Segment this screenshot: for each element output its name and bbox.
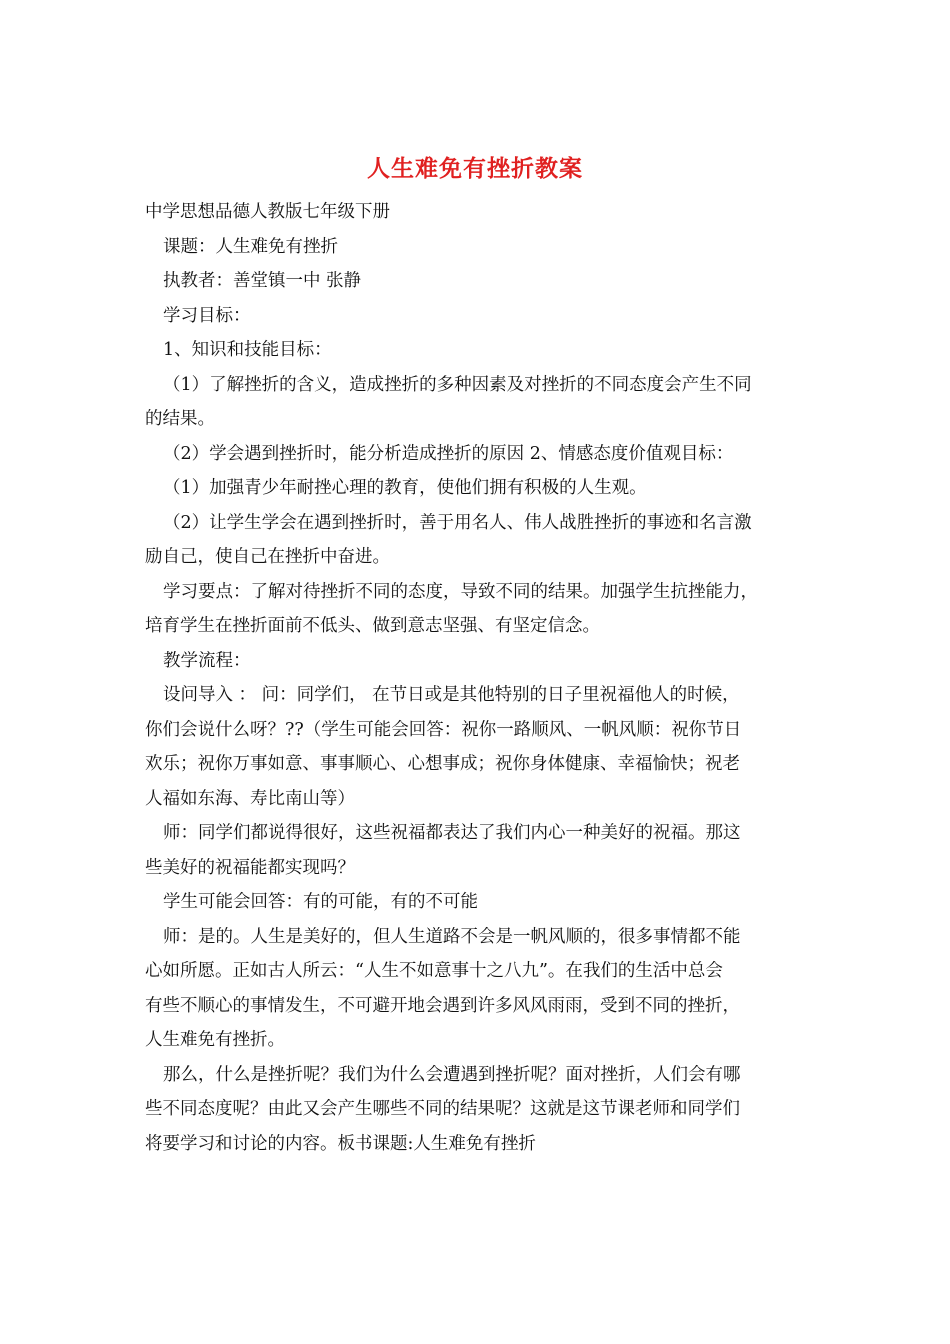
document-title: 人生难免有挫折教案 — [367, 155, 583, 182]
text-line: 的结果。 — [145, 409, 215, 429]
text-line: 励自己，使自己在挫折中奋进。 — [145, 547, 390, 567]
text-line: 欢乐；祝你万事如意、事事顺心、心想事成；祝你身体健康、幸福愉快；祝老 — [145, 754, 740, 774]
text-line: 学习目标： — [163, 305, 251, 326]
text-line: 师：同学们都说得很好，这些祝福都表达了我们内心一种美好的祝福。那这 — [163, 823, 741, 843]
text-line: 教学流程： — [163, 650, 251, 671]
document-body — [145, 195, 810, 1161]
text-line: 有些不顺心的事情发生，不可避开地会遇到许多风风雨雨，受到不同的挫折， — [145, 995, 740, 1016]
text-line: 课题：人生难免有挫折 — [163, 236, 338, 257]
text-line: （1）了解挫折的含义，造成挫折的多种因素及对挫折的不同态度会产生不同 — [163, 374, 752, 395]
text-line: （2）学会遇到挫折时，能分析造成挫折的原因 2、情感态度价值观目标： — [163, 443, 734, 464]
text-line: 学生可能会回答：有的可能，有的不可能 — [163, 892, 478, 912]
text-line: （2）让学生学会在遇到挫折时，善于用名人、伟人战胜挫折的事迹和名言激 — [163, 512, 752, 533]
text-line: 人福如东海、寿比南山等） — [145, 788, 355, 809]
text-line: 人生难免有挫折。 — [145, 1030, 285, 1050]
text-line: 师：是的。人生是美好的，但人生道路不会是一帆风顺的，很多事情都不能 — [163, 926, 741, 947]
text-line: （1）加强青少年耐挫心理的教育，使他们拥有积极的人生观。 — [163, 478, 647, 498]
text-line: 执教者：善堂镇一中 张静 — [163, 271, 362, 291]
text-line: 些美好的祝福能都实现吗？ — [145, 857, 355, 878]
text-line: 你们会说什么呀？??（学生可能会回答：祝你一路顺风、一帆风顺：祝你节日 — [145, 719, 742, 740]
text-line: 1、知识和技能目标： — [163, 340, 332, 360]
text-line: 心如所愿。正如古人所云：“人生不如意事十之八九”。在我们的生活中总会 — [145, 961, 723, 981]
text-line: 学习要点：了解对待挫折不同的态度，导致不同的结果。加强学生抗挫能力， — [163, 581, 758, 602]
text-line: 将要学习和讨论的内容。板书课题:人生难免有挫折 — [145, 1133, 536, 1154]
text-line: 设问导入 ： 问：同学们， 在节日或是其他特别的日子里祝福他人的时候， — [163, 685, 740, 705]
text-line: 中学思想品德人教版七年级下册 — [145, 202, 390, 222]
text-line: 些不同态度呢？由此又会产生哪些不同的结果呢？这就是这节课老师和同学们 — [145, 1099, 740, 1119]
text-line: 那么，什么是挫折呢？我们为什么会遭遇到挫折呢？面对挫折，人们会有哪 — [163, 1064, 741, 1085]
text-line: 培育学生在挫折面前不低头、做到意志坚强、有坚定信念。 — [145, 616, 600, 636]
